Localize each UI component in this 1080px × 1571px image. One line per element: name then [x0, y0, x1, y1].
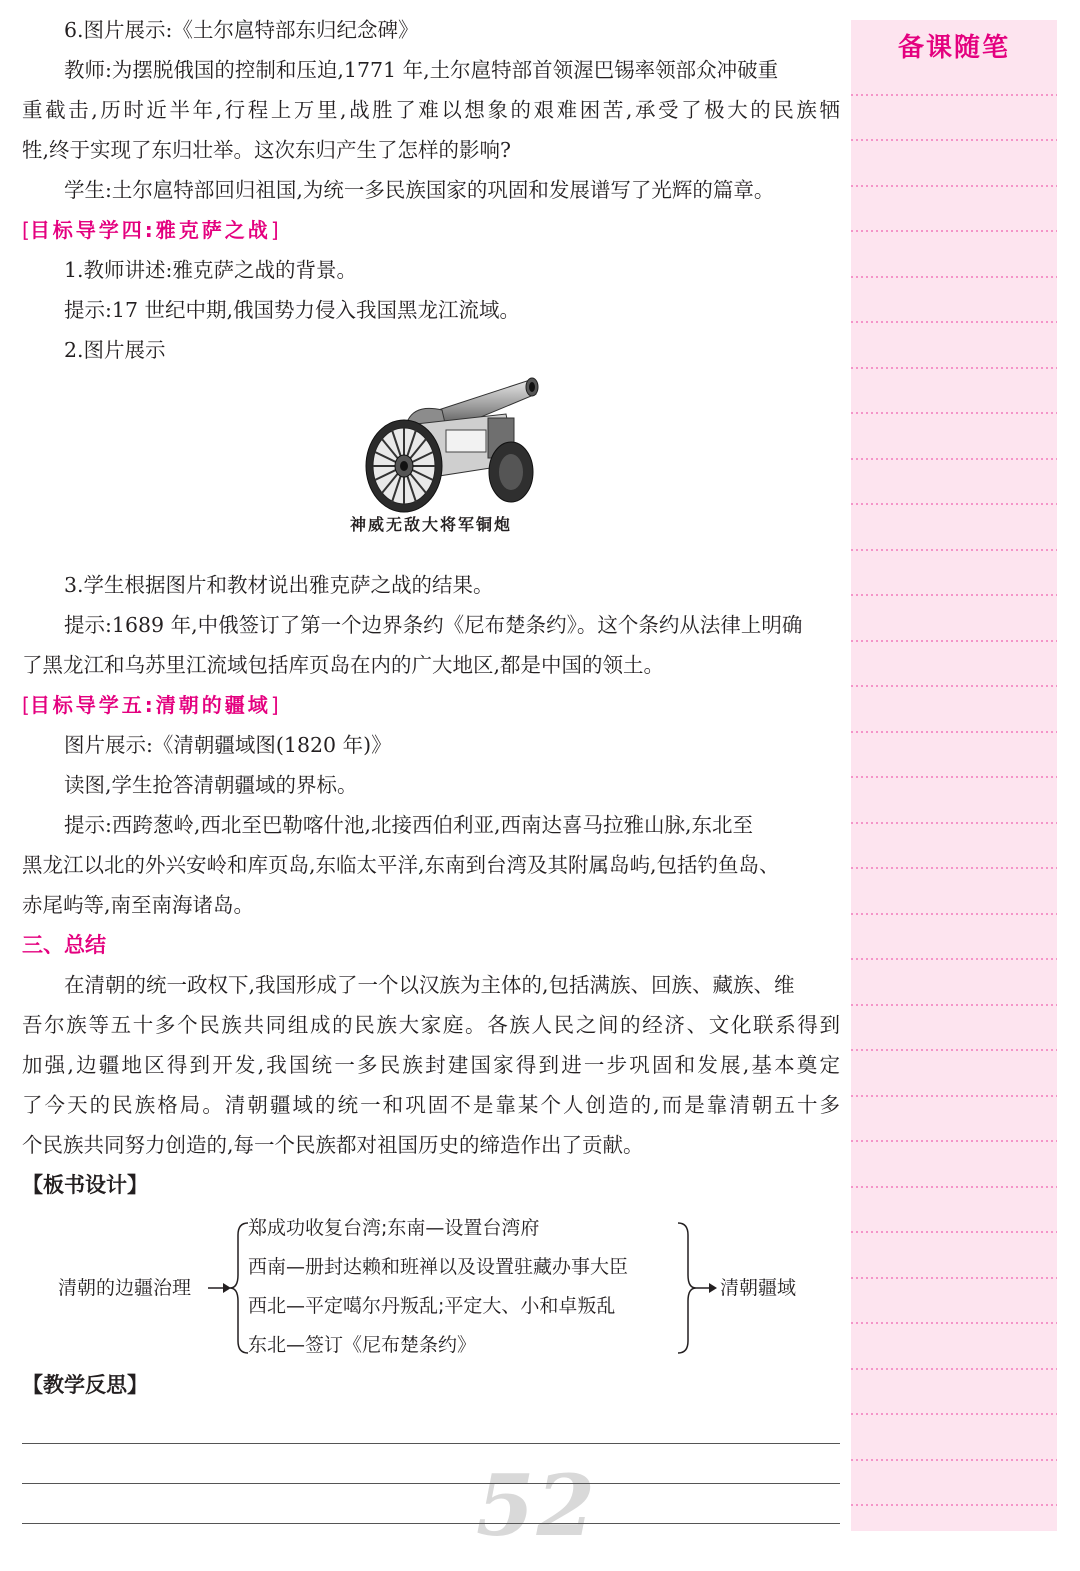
board-item-3: 西北—平定噶尔丹叛乱;平定大、小和卓叛乱 — [248, 1295, 616, 1317]
summary-line-1: 在清朝的统一政权下,我国形成了一个以汉族为主体的,包括满族、回族、藏族、维 — [64, 973, 795, 997]
board-diagram — [22, 1205, 840, 1365]
board-title: 【板书设计】 — [22, 1173, 148, 1197]
g4-hint1: 提示:17 世纪中期,俄国势力侵入我国黑龙江流域。 — [64, 298, 521, 322]
g4-item2: 2.图片展示 — [64, 338, 166, 362]
board-item-2: 西南—册封达赖和班禅以及设置驻藏办事大臣 — [248, 1256, 629, 1278]
reflection-line — [22, 1483, 840, 1484]
page-number: 52 — [476, 1456, 597, 1555]
board-item-1: 郑成功收复台湾;东南—设置台湾府 — [248, 1217, 540, 1239]
g4-hint3-line-2: 了黑龙江和乌苏里江流域包括库页岛在内的广大地区,都是中国的领土。 — [22, 653, 665, 677]
figure-caption: 神威无敌大将军铜炮 — [349, 515, 512, 534]
cannon-figure — [22, 370, 840, 565]
reflection-title: 【教学反思】 — [22, 1373, 148, 1397]
board-item-4: 东北—签订《尼布楚条约》 — [248, 1334, 477, 1356]
summary-line-5: 个民族共同努力创造的,每一个民族都对祖国历史的缔造作出了贡献。 — [22, 1133, 644, 1157]
reflection-line — [22, 1443, 840, 1444]
g5-pic: 图片展示:《清朝疆域图(1820 年)》 — [64, 733, 392, 757]
teacher-line-1: 教师:为摆脱俄国的控制和压迫,1771 年,土尔扈特部首领渥巴锡率领部众冲破重 — [64, 58, 779, 82]
summary-line-4: 了今天的民族格局。清朝疆域的统一和巩固不是靠某个人创造的,而是靠清朝五十多 — [22, 1093, 840, 1117]
g5-hint-line-3: 赤尾屿等,南至南海诸岛。 — [22, 893, 255, 917]
g4-item1: 1.教师讲述:雅克萨之战的背景。 — [64, 258, 357, 282]
teacher-line-2: 重截击,历时近半年,行程上万里,战胜了难以想象的艰难困苦,承受了极大的民族牺 — [22, 98, 840, 122]
g5-hint-line-1: 提示:西跨葱岭,西北至巴勒喀什池,北接西伯利亚,西南达喜马拉雅山脉,东北至 — [64, 813, 753, 837]
g4-item3: 3.学生根据图片和教材说出雅克萨之战的结果。 — [64, 573, 494, 597]
summary-line-2: 吾尔族等五十多个民族共同组成的民族大家庭。各族人民之间的经济、文化联系得到 — [22, 1013, 840, 1037]
goal4-heading: [目标导学四:雅克萨之战] — [22, 218, 279, 242]
cannon-image — [356, 374, 546, 516]
main-content — [22, 10, 840, 1555]
goal5-text: 目标导学五:清朝的疆域 — [29, 693, 271, 717]
item6-title: 6.图片展示:《土尔扈特部东归纪念碑》 — [64, 18, 419, 42]
board-left-label: 清朝的边疆治理 — [58, 1277, 192, 1299]
reflection-line — [22, 1523, 840, 1524]
board-right-label: 清朝疆域 — [720, 1277, 797, 1299]
teacher-line-3: 牲,终于实现了东归壮举。这次东归产生了怎样的影响? — [22, 138, 512, 162]
reflection-lines — [22, 1405, 840, 1555]
section3-title: 三、总结 — [22, 933, 106, 957]
student-line: 学生:土尔扈特部回归祖国,为统一多民族国家的巩固和发展谱写了光辉的篇章。 — [64, 178, 775, 202]
notes-dotted-lines — [851, 20, 1057, 1531]
notes-title: 备课随笔 — [897, 33, 1010, 63]
goal5-heading: [目标导学五:清朝的疆域] — [22, 693, 279, 717]
g5-hint-line-2: 黑龙江以北的外兴安岭和库页岛,东临太平洋,东南到台湾及其附属岛屿,包括钓鱼岛、 — [22, 853, 780, 877]
g5-read: 读图,学生抢答清朝疆域的界标。 — [64, 773, 358, 797]
g4-hint3-line-1: 提示:1689 年,中俄签订了第一个边界条约《尼布楚条约》。这个条约从法律上明确 — [64, 613, 803, 637]
notes-sidebar — [851, 20, 1057, 1531]
goal4-text: 目标导学四:雅克萨之战 — [29, 218, 271, 242]
summary-line-3: 加强,边疆地区得到开发,我国统一多民族封建国家得到进一步巩固和发展,基本奠定 — [22, 1053, 840, 1077]
